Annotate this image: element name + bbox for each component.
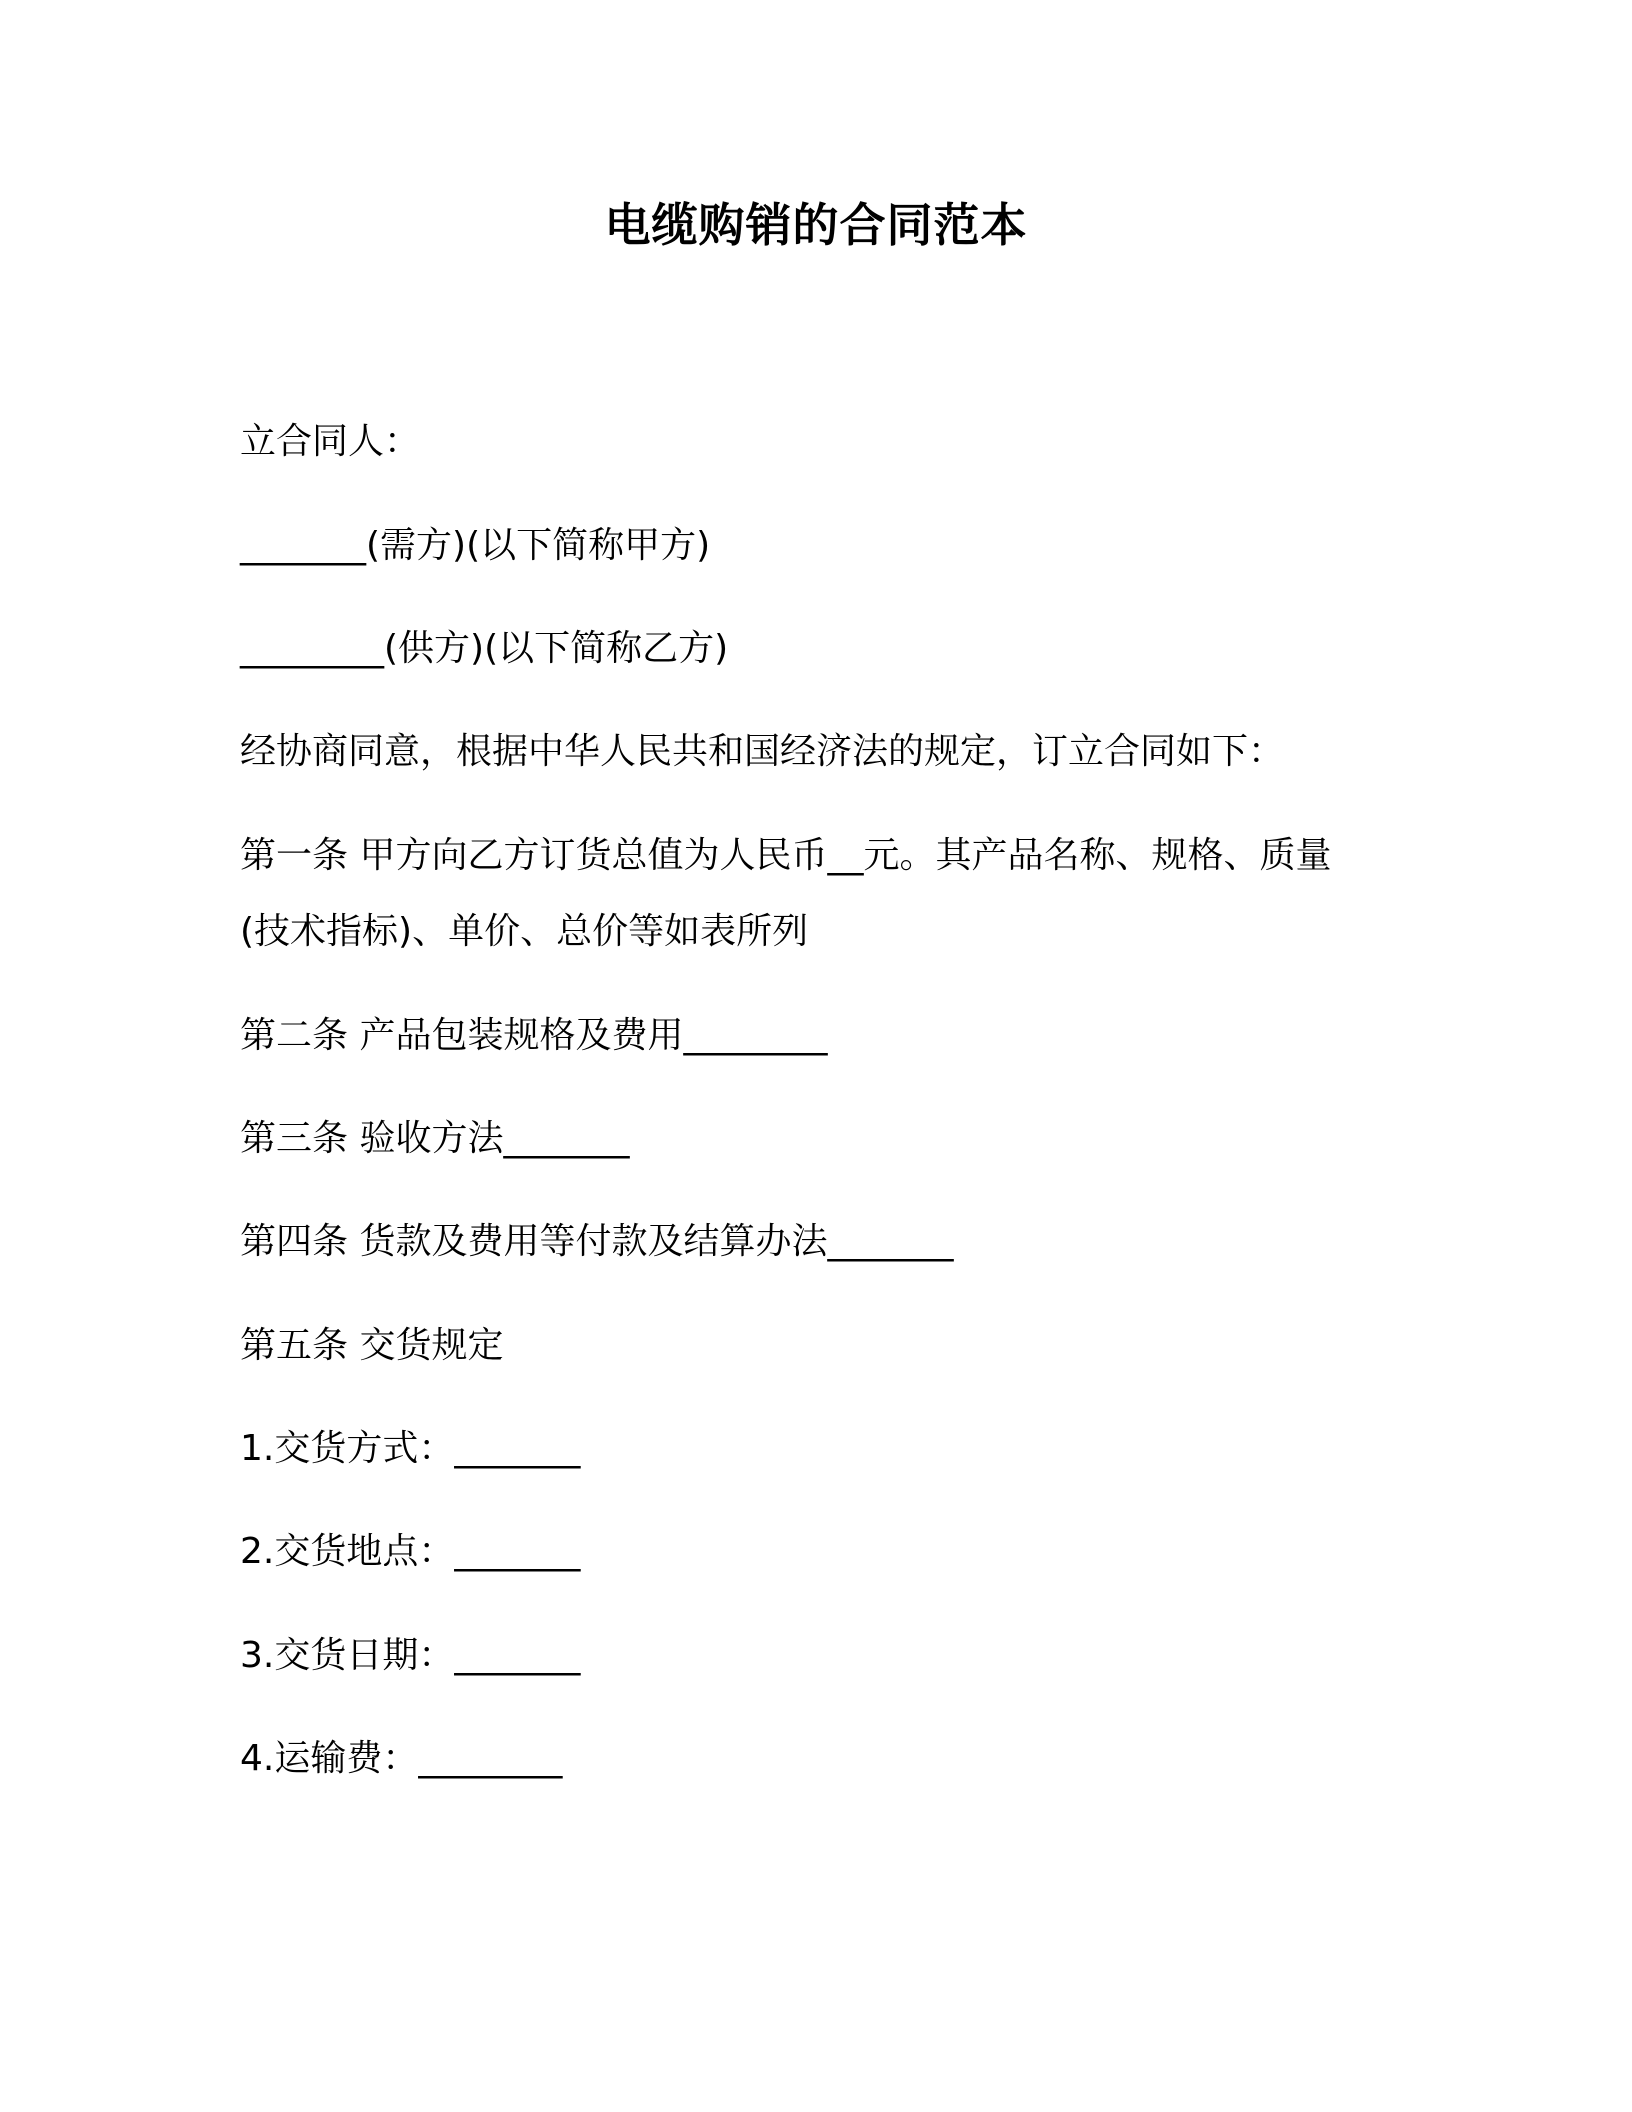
document-title: 电缆购销的合同范本 — [604, 198, 1028, 252]
contract-parties-label: 立合同人： — [240, 421, 421, 462]
delivery-method-item: 1.交货方式：_______ — [240, 1428, 581, 1469]
delivery-location-item: 2.交货地点：_______ — [240, 1531, 581, 1572]
party-a-line: _______(需方)(以下简称甲方) — [240, 525, 711, 566]
article-2: 第二条 产品包装规格及费用________ — [240, 1015, 828, 1056]
article-5: 第五条 交货规定 — [240, 1325, 504, 1366]
article-1-line-1: 第一条 甲方向乙方订货总值为人民币__元。其产品名称、规格、质量 — [240, 835, 1332, 876]
transport-fee-item: 4.运输费：________ — [240, 1738, 563, 1779]
article-1-line-2: (技术指标)、单价、总价等如表所列 — [240, 911, 809, 952]
party-b-line: ________(供方)(以下简称乙方) — [240, 628, 729, 669]
preamble-paragraph: 经协商同意，根据中华人民共和国经济法的规定，订立合同如下： — [240, 731, 1285, 772]
delivery-date-item: 3.交货日期：_______ — [240, 1635, 581, 1676]
article-4: 第四条 货款及费用等付款及结算办法_______ — [240, 1221, 954, 1262]
article-3: 第三条 验收方法_______ — [240, 1118, 630, 1159]
